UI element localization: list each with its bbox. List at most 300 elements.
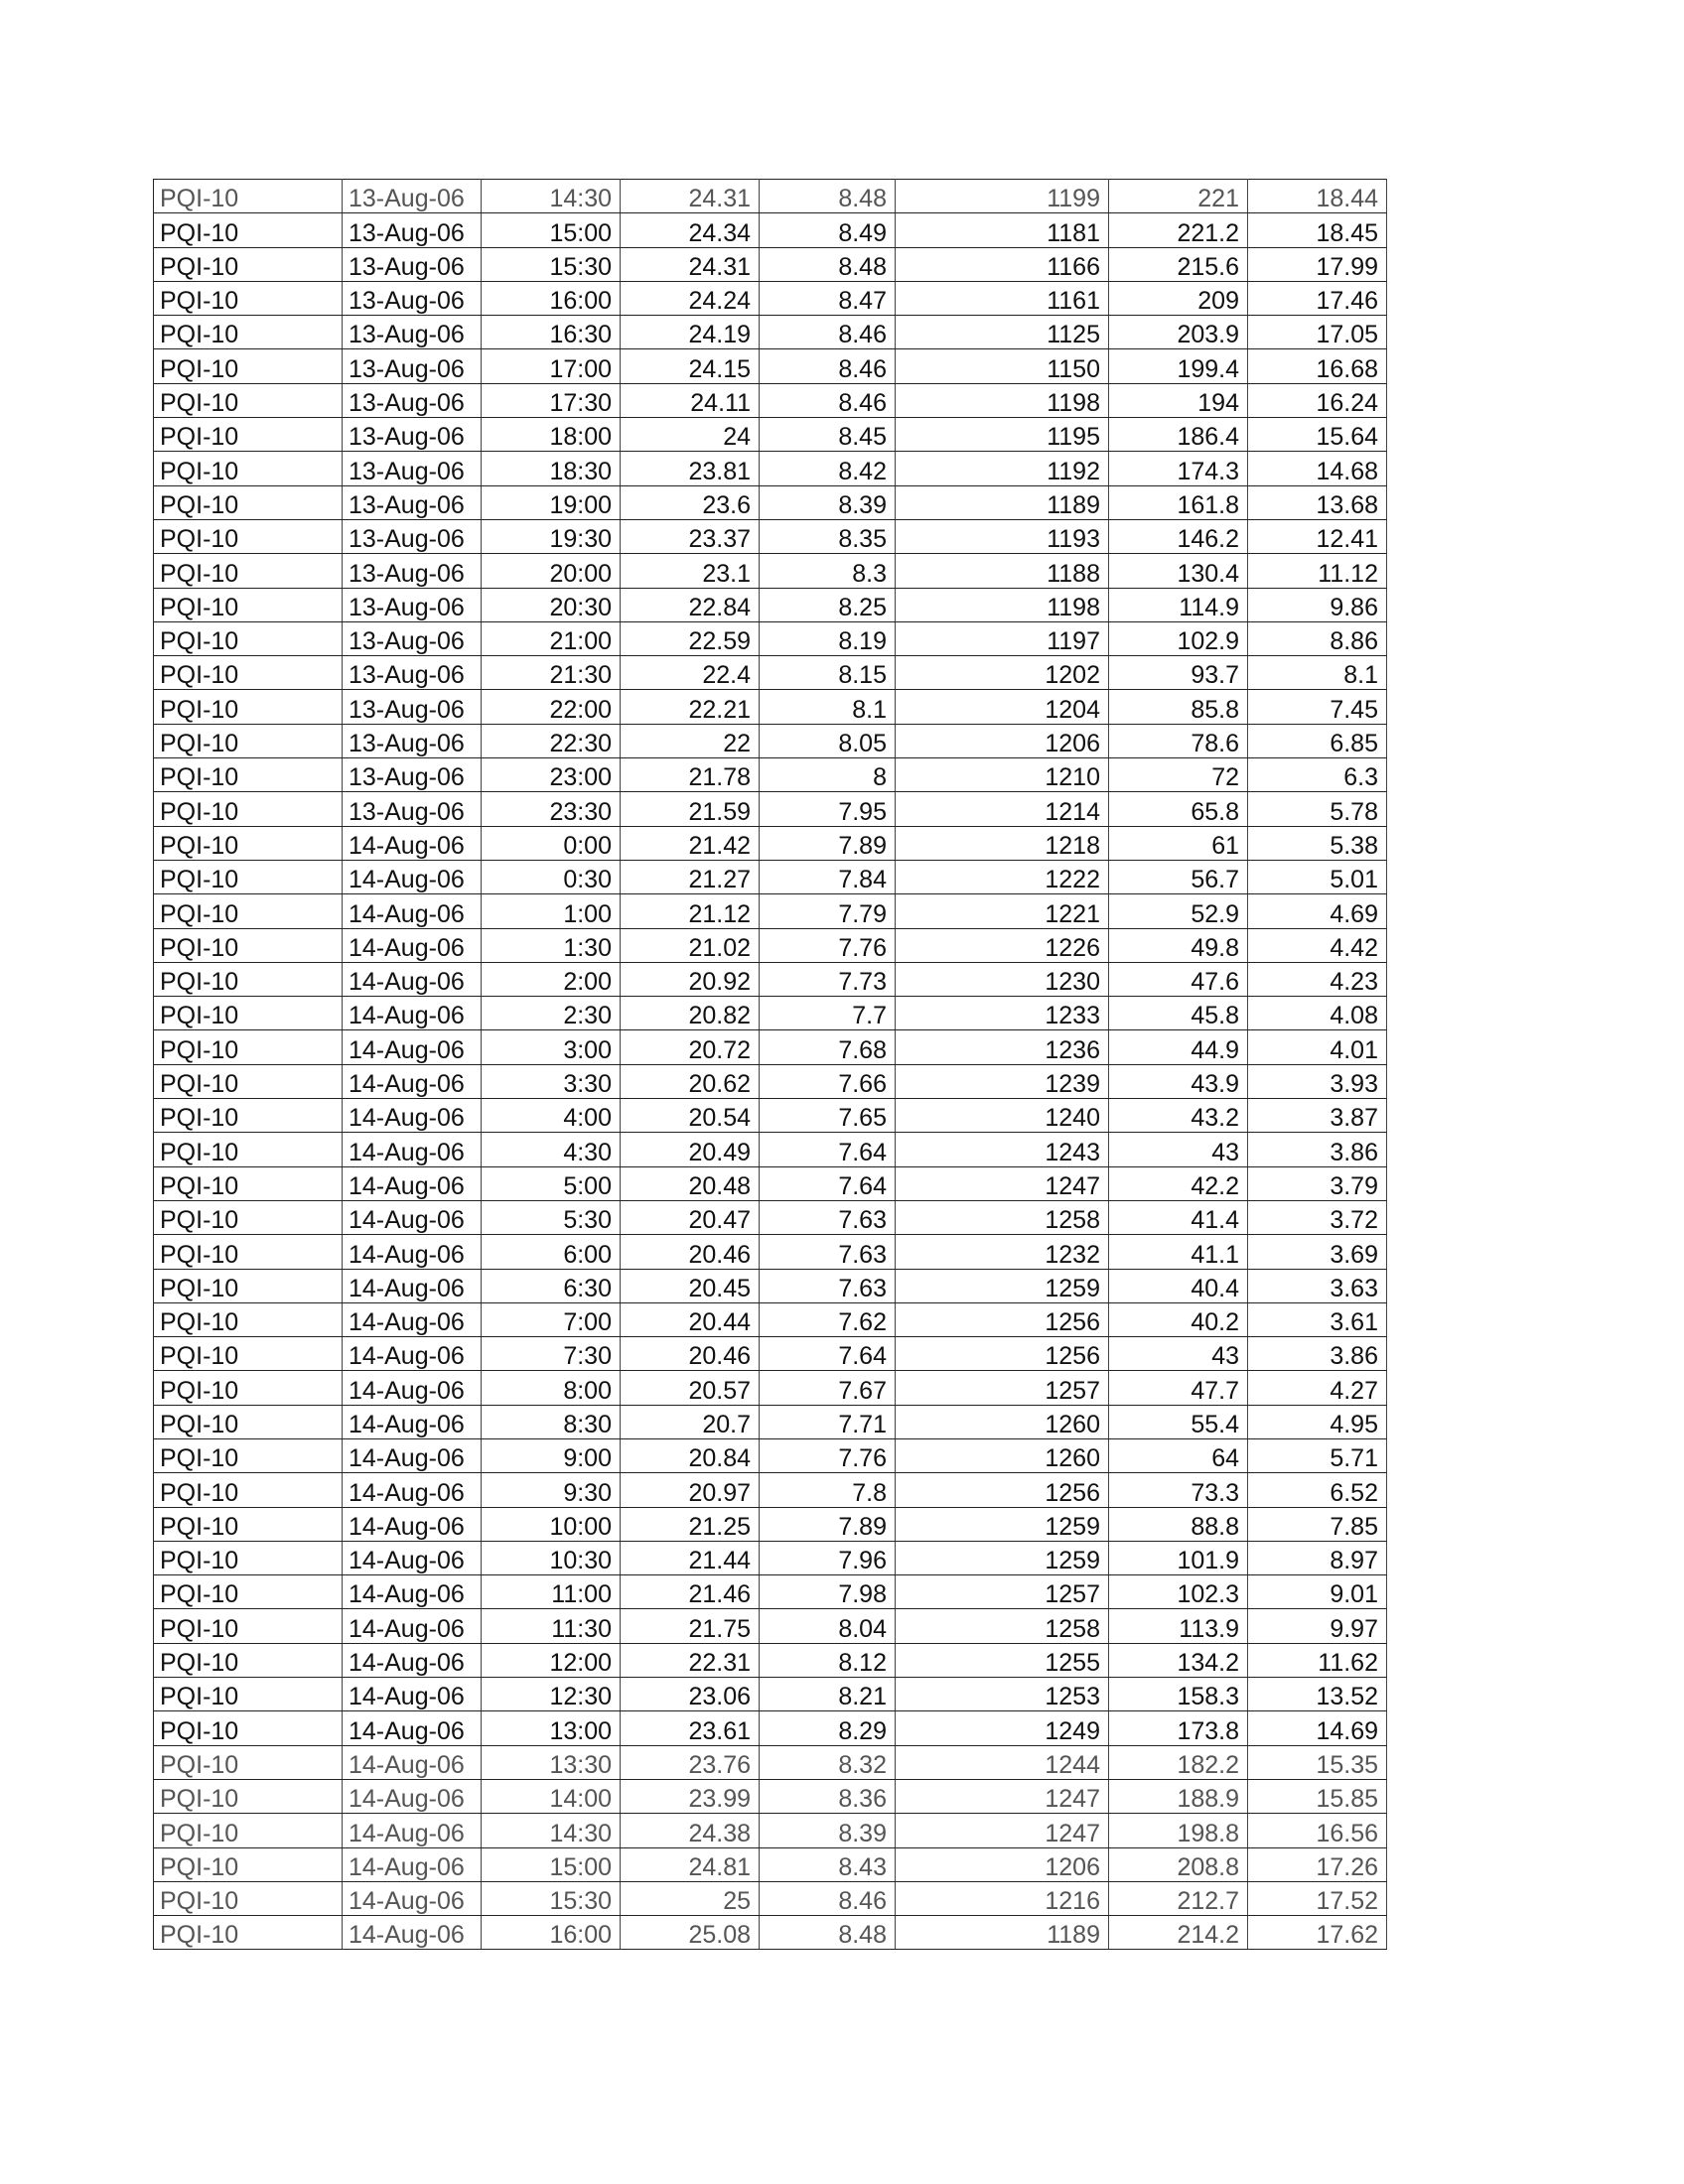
table-row <box>154 1235 1387 1269</box>
ph-cell: 8.32 <box>760 1745 896 1779</box>
reading-cell: 3.93 <box>1248 1064 1387 1098</box>
value-cell: 221.2 <box>1109 213 1248 247</box>
ph-cell: 7.7 <box>760 997 896 1030</box>
station-id-cell: PQI-10 <box>154 1779 343 1813</box>
date-cell: 14-Aug-06 <box>343 826 482 860</box>
conductivity-cell: 1199 <box>896 180 1109 213</box>
ph-cell: 8.29 <box>760 1711 896 1745</box>
conductivity-cell: 1260 <box>896 1405 1109 1438</box>
date-cell: 13-Aug-06 <box>343 588 482 621</box>
ph-cell: 8.12 <box>760 1643 896 1677</box>
conductivity-cell: 1198 <box>896 588 1109 621</box>
reading-cell: 17.05 <box>1248 316 1387 349</box>
reading-cell: 4.42 <box>1248 928 1387 962</box>
value-cell: 47.7 <box>1109 1371 1248 1405</box>
ph-cell: 8.39 <box>760 1814 896 1847</box>
table-row <box>154 1745 1387 1779</box>
table-row <box>154 621 1387 655</box>
value-cell: 194 <box>1109 383 1248 417</box>
time-cell: 8:00 <box>482 1371 621 1405</box>
station-id-cell: PQI-10 <box>154 1099 343 1133</box>
station-id-cell: PQI-10 <box>154 656 343 690</box>
conductivity-cell: 1204 <box>896 690 1109 724</box>
table-row <box>154 281 1387 315</box>
conductivity-cell: 1247 <box>896 1814 1109 1847</box>
reading-cell: 9.86 <box>1248 588 1387 621</box>
table-row <box>154 316 1387 349</box>
station-id-cell: PQI-10 <box>154 928 343 962</box>
value-cell: 113.9 <box>1109 1609 1248 1643</box>
temperature-cell: 24.81 <box>621 1847 760 1881</box>
conductivity-cell: 1161 <box>896 281 1109 315</box>
time-cell: 1:30 <box>482 928 621 962</box>
date-cell: 14-Aug-06 <box>343 1371 482 1405</box>
value-cell: 41.1 <box>1109 1235 1248 1269</box>
ph-cell: 8.46 <box>760 349 896 383</box>
date-cell: 13-Aug-06 <box>343 418 482 452</box>
ph-cell: 8.05 <box>760 724 896 757</box>
time-cell: 22:00 <box>482 690 621 724</box>
conductivity-cell: 1233 <box>896 997 1109 1030</box>
table-row <box>154 1881 1387 1915</box>
ph-cell: 8.39 <box>760 485 896 519</box>
table-row <box>154 1200 1387 1234</box>
value-cell: 85.8 <box>1109 690 1248 724</box>
date-cell: 13-Aug-06 <box>343 554 482 588</box>
temperature-cell: 20.46 <box>621 1337 760 1371</box>
date-cell: 14-Aug-06 <box>343 1881 482 1915</box>
value-cell: 102.3 <box>1109 1575 1248 1609</box>
temperature-cell: 21.42 <box>621 826 760 860</box>
date-cell: 14-Aug-06 <box>343 1099 482 1133</box>
reading-cell: 15.85 <box>1248 1779 1387 1813</box>
conductivity-cell: 1206 <box>896 724 1109 757</box>
time-cell: 15:30 <box>482 1881 621 1915</box>
table-body <box>154 180 1387 1950</box>
table-row <box>154 418 1387 452</box>
value-cell: 52.9 <box>1109 894 1248 928</box>
conductivity-cell: 1260 <box>896 1438 1109 1472</box>
temperature-cell: 21.78 <box>621 758 760 792</box>
time-cell: 14:30 <box>482 180 621 213</box>
conductivity-cell: 1214 <box>896 792 1109 826</box>
ph-cell: 7.89 <box>760 826 896 860</box>
reading-cell: 6.52 <box>1248 1473 1387 1507</box>
station-id-cell: PQI-10 <box>154 690 343 724</box>
station-id-cell: PQI-10 <box>154 1847 343 1881</box>
table-row <box>154 1643 1387 1677</box>
value-cell: 158.3 <box>1109 1678 1248 1711</box>
conductivity-cell: 1125 <box>896 316 1109 349</box>
value-cell: 188.9 <box>1109 1779 1248 1813</box>
station-id-cell: PQI-10 <box>154 1235 343 1269</box>
table-row <box>154 1371 1387 1405</box>
conductivity-cell: 1244 <box>896 1745 1109 1779</box>
table-row <box>154 554 1387 588</box>
value-cell: 45.8 <box>1109 997 1248 1030</box>
temperature-cell: 20.7 <box>621 1405 760 1438</box>
time-cell: 8:30 <box>482 1405 621 1438</box>
date-cell: 13-Aug-06 <box>343 656 482 690</box>
value-cell: 42.2 <box>1109 1166 1248 1200</box>
date-cell: 14-Aug-06 <box>343 1541 482 1574</box>
temperature-cell: 22.21 <box>621 690 760 724</box>
value-cell: 55.4 <box>1109 1405 1248 1438</box>
date-cell: 14-Aug-06 <box>343 1269 482 1302</box>
table-row <box>154 180 1387 213</box>
conductivity-cell: 1232 <box>896 1235 1109 1269</box>
ph-cell: 8.48 <box>760 180 896 213</box>
ph-cell: 8.25 <box>760 588 896 621</box>
date-cell: 14-Aug-06 <box>343 1438 482 1472</box>
table-row <box>154 452 1387 485</box>
date-cell: 14-Aug-06 <box>343 894 482 928</box>
table-row <box>154 656 1387 690</box>
table-row <box>154 1269 1387 1302</box>
ph-cell: 7.63 <box>760 1269 896 1302</box>
time-cell: 13:30 <box>482 1745 621 1779</box>
table-row <box>154 1099 1387 1133</box>
reading-cell: 14.68 <box>1248 452 1387 485</box>
table-row <box>154 383 1387 417</box>
station-id-cell: PQI-10 <box>154 180 343 213</box>
reading-cell: 8.97 <box>1248 1541 1387 1574</box>
time-cell: 16:30 <box>482 316 621 349</box>
conductivity-cell: 1259 <box>896 1507 1109 1541</box>
temperature-cell: 21.59 <box>621 792 760 826</box>
table-row <box>154 962 1387 996</box>
temperature-cell: 22 <box>621 724 760 757</box>
time-cell: 19:30 <box>482 519 621 553</box>
table-row <box>154 860 1387 893</box>
time-cell: 4:30 <box>482 1133 621 1166</box>
value-cell: 73.3 <box>1109 1473 1248 1507</box>
reading-cell: 4.95 <box>1248 1405 1387 1438</box>
value-cell: 102.9 <box>1109 621 1248 655</box>
temperature-cell: 20.62 <box>621 1064 760 1098</box>
ph-cell: 7.95 <box>760 792 896 826</box>
value-cell: 47.6 <box>1109 962 1248 996</box>
time-cell: 20:00 <box>482 554 621 588</box>
time-cell: 3:00 <box>482 1030 621 1064</box>
station-id-cell: PQI-10 <box>154 383 343 417</box>
ph-cell: 7.79 <box>760 894 896 928</box>
reading-cell: 17.46 <box>1248 281 1387 315</box>
ph-cell: 8.46 <box>760 1881 896 1915</box>
conductivity-cell: 1256 <box>896 1473 1109 1507</box>
time-cell: 7:30 <box>482 1337 621 1371</box>
value-cell: 203.9 <box>1109 316 1248 349</box>
ph-cell: 7.64 <box>760 1337 896 1371</box>
ph-cell: 8.19 <box>760 621 896 655</box>
time-cell: 12:30 <box>482 1678 621 1711</box>
temperature-cell: 20.47 <box>621 1200 760 1234</box>
station-id-cell: PQI-10 <box>154 758 343 792</box>
ph-cell: 8.3 <box>760 554 896 588</box>
temperature-cell: 20.45 <box>621 1269 760 1302</box>
station-id-cell: PQI-10 <box>154 962 343 996</box>
reading-cell: 18.45 <box>1248 213 1387 247</box>
table-row <box>154 928 1387 962</box>
station-id-cell: PQI-10 <box>154 1200 343 1234</box>
table-row <box>154 1166 1387 1200</box>
value-cell: 43 <box>1109 1133 1248 1166</box>
ph-cell: 8.48 <box>760 1916 896 1950</box>
table-row <box>154 1337 1387 1371</box>
ph-cell: 8.15 <box>760 656 896 690</box>
temperature-cell: 22.59 <box>621 621 760 655</box>
time-cell: 18:00 <box>482 418 621 452</box>
station-id-cell: PQI-10 <box>154 1405 343 1438</box>
temperature-cell: 20.72 <box>621 1030 760 1064</box>
station-id-cell: PQI-10 <box>154 724 343 757</box>
conductivity-cell: 1253 <box>896 1678 1109 1711</box>
reading-cell: 5.71 <box>1248 1438 1387 1472</box>
reading-cell: 3.63 <box>1248 1269 1387 1302</box>
temperature-cell: 22.31 <box>621 1643 760 1677</box>
date-cell: 13-Aug-06 <box>343 621 482 655</box>
value-cell: 199.4 <box>1109 349 1248 383</box>
time-cell: 2:30 <box>482 997 621 1030</box>
conductivity-cell: 1256 <box>896 1302 1109 1336</box>
conductivity-cell: 1222 <box>896 860 1109 893</box>
station-id-cell: PQI-10 <box>154 247 343 281</box>
temperature-cell: 24.15 <box>621 349 760 383</box>
conductivity-cell: 1210 <box>896 758 1109 792</box>
time-cell: 20:30 <box>482 588 621 621</box>
station-id-cell: PQI-10 <box>154 792 343 826</box>
conductivity-cell: 1150 <box>896 349 1109 383</box>
value-cell: 146.2 <box>1109 519 1248 553</box>
temperature-cell: 21.25 <box>621 1507 760 1541</box>
reading-cell: 3.72 <box>1248 1200 1387 1234</box>
station-id-cell: PQI-10 <box>154 1678 343 1711</box>
table-row <box>154 588 1387 621</box>
ph-cell: 8.43 <box>760 1847 896 1881</box>
conductivity-cell: 1218 <box>896 826 1109 860</box>
conductivity-cell: 1259 <box>896 1541 1109 1574</box>
reading-cell: 16.68 <box>1248 349 1387 383</box>
data-table <box>153 179 1387 1950</box>
temperature-cell: 20.49 <box>621 1133 760 1166</box>
date-cell: 14-Aug-06 <box>343 1779 482 1813</box>
table-row <box>154 997 1387 1030</box>
ph-cell: 8.45 <box>760 418 896 452</box>
conductivity-cell: 1236 <box>896 1030 1109 1064</box>
value-cell: 88.8 <box>1109 1507 1248 1541</box>
value-cell: 161.8 <box>1109 485 1248 519</box>
value-cell: 43 <box>1109 1337 1248 1371</box>
time-cell: 1:00 <box>482 894 621 928</box>
date-cell: 14-Aug-06 <box>343 1302 482 1336</box>
date-cell: 14-Aug-06 <box>343 1166 482 1200</box>
date-cell: 14-Aug-06 <box>343 1847 482 1881</box>
reading-cell: 3.61 <box>1248 1302 1387 1336</box>
reading-cell: 6.3 <box>1248 758 1387 792</box>
temperature-cell: 22.4 <box>621 656 760 690</box>
table-row <box>154 1405 1387 1438</box>
ph-cell: 7.63 <box>760 1235 896 1269</box>
table-row <box>154 519 1387 553</box>
table-row <box>154 1541 1387 1574</box>
time-cell: 3:30 <box>482 1064 621 1098</box>
ph-cell: 7.8 <box>760 1473 896 1507</box>
temperature-cell: 20.84 <box>621 1438 760 1472</box>
station-id-cell: PQI-10 <box>154 418 343 452</box>
temperature-cell: 24.38 <box>621 1814 760 1847</box>
time-cell: 11:30 <box>482 1609 621 1643</box>
ph-cell: 7.64 <box>760 1166 896 1200</box>
date-cell: 14-Aug-06 <box>343 1405 482 1438</box>
value-cell: 198.8 <box>1109 1814 1248 1847</box>
reading-cell: 17.62 <box>1248 1916 1387 1950</box>
temperature-cell: 21.44 <box>621 1541 760 1574</box>
ph-cell: 7.73 <box>760 962 896 996</box>
conductivity-cell: 1249 <box>896 1711 1109 1745</box>
value-cell: 65.8 <box>1109 792 1248 826</box>
temperature-cell: 24 <box>621 418 760 452</box>
date-cell: 13-Aug-06 <box>343 724 482 757</box>
table-row <box>154 1711 1387 1745</box>
ph-cell: 7.62 <box>760 1302 896 1336</box>
reading-cell: 6.85 <box>1248 724 1387 757</box>
table-row <box>154 1814 1387 1847</box>
time-cell: 14:30 <box>482 1814 621 1847</box>
conductivity-cell: 1258 <box>896 1609 1109 1643</box>
time-cell: 21:30 <box>482 656 621 690</box>
value-cell: 214.2 <box>1109 1916 1248 1950</box>
reading-cell: 11.62 <box>1248 1643 1387 1677</box>
date-cell: 14-Aug-06 <box>343 1711 482 1745</box>
conductivity-cell: 1258 <box>896 1200 1109 1234</box>
table-row <box>154 1507 1387 1541</box>
value-cell: 173.8 <box>1109 1711 1248 1745</box>
time-cell: 17:00 <box>482 349 621 383</box>
station-id-cell: PQI-10 <box>154 1643 343 1677</box>
date-cell: 13-Aug-06 <box>343 383 482 417</box>
value-cell: 56.7 <box>1109 860 1248 893</box>
conductivity-cell: 1198 <box>896 383 1109 417</box>
date-cell: 13-Aug-06 <box>343 281 482 315</box>
date-cell: 14-Aug-06 <box>343 860 482 893</box>
ph-cell: 8.36 <box>760 1779 896 1813</box>
reading-cell: 18.44 <box>1248 180 1387 213</box>
temperature-cell: 23.61 <box>621 1711 760 1745</box>
station-id-cell: PQI-10 <box>154 1064 343 1098</box>
value-cell: 174.3 <box>1109 452 1248 485</box>
date-cell: 14-Aug-06 <box>343 1133 482 1166</box>
ph-cell: 7.66 <box>760 1064 896 1098</box>
table-row <box>154 792 1387 826</box>
time-cell: 6:00 <box>482 1235 621 1269</box>
table-row <box>154 1678 1387 1711</box>
reading-cell: 3.86 <box>1248 1133 1387 1166</box>
temperature-cell: 24.34 <box>621 213 760 247</box>
temperature-cell: 24.19 <box>621 316 760 349</box>
station-id-cell: PQI-10 <box>154 519 343 553</box>
temperature-cell: 24.31 <box>621 180 760 213</box>
time-cell: 15:30 <box>482 247 621 281</box>
temperature-cell: 20.54 <box>621 1099 760 1133</box>
reading-cell: 16.24 <box>1248 383 1387 417</box>
date-cell: 14-Aug-06 <box>343 1643 482 1677</box>
date-cell: 14-Aug-06 <box>343 1507 482 1541</box>
table-row <box>154 1064 1387 1098</box>
temperature-cell: 21.46 <box>621 1575 760 1609</box>
date-cell: 13-Aug-06 <box>343 485 482 519</box>
time-cell: 15:00 <box>482 213 621 247</box>
value-cell: 212.7 <box>1109 1881 1248 1915</box>
station-id-cell: PQI-10 <box>154 1030 343 1064</box>
conductivity-cell: 1243 <box>896 1133 1109 1166</box>
table-row <box>154 1779 1387 1813</box>
station-id-cell: PQI-10 <box>154 1745 343 1779</box>
ph-cell: 8.42 <box>760 452 896 485</box>
time-cell: 17:30 <box>482 383 621 417</box>
reading-cell: 16.56 <box>1248 1814 1387 1847</box>
station-id-cell: PQI-10 <box>154 281 343 315</box>
station-id-cell: PQI-10 <box>154 860 343 893</box>
time-cell: 2:00 <box>482 962 621 996</box>
time-cell: 5:30 <box>482 1200 621 1234</box>
station-id-cell: PQI-10 <box>154 1575 343 1609</box>
reading-cell: 9.01 <box>1248 1575 1387 1609</box>
station-id-cell: PQI-10 <box>154 621 343 655</box>
station-id-cell: PQI-10 <box>154 1541 343 1574</box>
time-cell: 19:00 <box>482 485 621 519</box>
table-row <box>154 1302 1387 1336</box>
reading-cell: 12.41 <box>1248 519 1387 553</box>
conductivity-cell: 1202 <box>896 656 1109 690</box>
value-cell: 40.4 <box>1109 1269 1248 1302</box>
time-cell: 9:00 <box>482 1438 621 1472</box>
date-cell: 13-Aug-06 <box>343 758 482 792</box>
table-row <box>154 758 1387 792</box>
ph-cell: 7.63 <box>760 1200 896 1234</box>
conductivity-cell: 1189 <box>896 485 1109 519</box>
ph-cell: 7.64 <box>760 1133 896 1166</box>
table-row <box>154 894 1387 928</box>
time-cell: 0:00 <box>482 826 621 860</box>
conductivity-cell: 1247 <box>896 1166 1109 1200</box>
time-cell: 21:00 <box>482 621 621 655</box>
temperature-cell: 20.92 <box>621 962 760 996</box>
temperature-cell: 20.82 <box>621 997 760 1030</box>
date-cell: 13-Aug-06 <box>343 316 482 349</box>
value-cell: 40.2 <box>1109 1302 1248 1336</box>
reading-cell: 3.86 <box>1248 1337 1387 1371</box>
station-id-cell: PQI-10 <box>154 1711 343 1745</box>
temperature-cell: 21.75 <box>621 1609 760 1643</box>
ph-cell: 7.89 <box>760 1507 896 1541</box>
station-id-cell: PQI-10 <box>154 1609 343 1643</box>
station-id-cell: PQI-10 <box>154 485 343 519</box>
reading-cell: 9.97 <box>1248 1609 1387 1643</box>
date-cell: 13-Aug-06 <box>343 180 482 213</box>
ph-cell: 8.04 <box>760 1609 896 1643</box>
ph-cell: 8.49 <box>760 213 896 247</box>
table-row <box>154 485 1387 519</box>
conductivity-cell: 1197 <box>896 621 1109 655</box>
ph-cell: 8.1 <box>760 690 896 724</box>
time-cell: 23:00 <box>482 758 621 792</box>
value-cell: 114.9 <box>1109 588 1248 621</box>
reading-cell: 7.85 <box>1248 1507 1387 1541</box>
ph-cell: 7.76 <box>760 1438 896 1472</box>
date-cell: 14-Aug-06 <box>343 1030 482 1064</box>
conductivity-cell: 1195 <box>896 418 1109 452</box>
ph-cell: 7.96 <box>760 1541 896 1574</box>
